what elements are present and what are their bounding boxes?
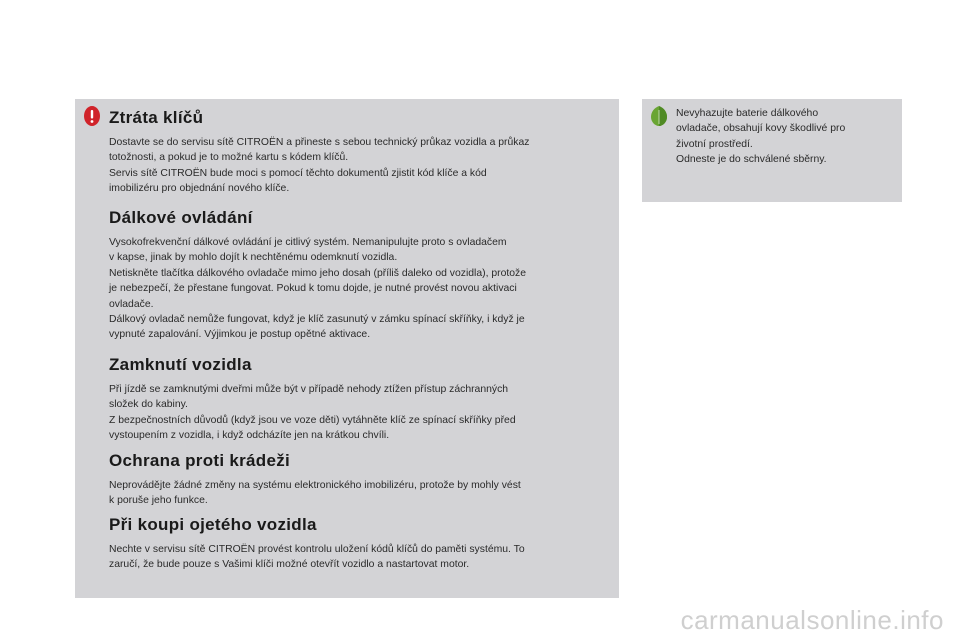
heading-lost-keys: Ztráta klíčů [109,108,204,127]
heading-remote-control: Dálkové ovládání [109,208,253,227]
paragraph-vehicle-locking: Při jízdě se zamknutými dveřmi může být v případě nehody ztížen přístup záchranných složek do kabiny. Z bezpečnostních důvodů (když jsou ve voze děti) vytáhněte klíč ze spínací skříňky před vystoupením z vozidla, i když odcházíte jen na krátkou chvíli. [109,384,516,442]
paragraph-lost-keys: Dostavte se do servisu sítě CITROËN a přineste s sebou technický průkaz vozidla a průkaz totožnosti, a pokud je to možné kartu s kódem klíčů. Servis sítě CITROËN bude moci s pomocí těchto dokumentů zjistit kód klíče a kód imobilizéru pro objednání nového klíče. [109,137,530,195]
environment-note-text: Nevyhazujte baterie dálkového ovladače, obsahují kovy škodlivé pro životní prostředí. Odneste je do schválené sběrny. [676,108,846,166]
section-remote-control [109,207,609,343]
environment-leaf-icon [651,106,667,126]
section-anti-theft [109,450,609,509]
paragraph-anti-theft: Neprovádějte žádné změny na systému elektronického imobilizéru, protože by mohly vést k poruše jeho funkce. [109,480,521,507]
heading-anti-theft: Ochrana proti krádeži [109,451,291,470]
watermark: carmanualsonline.info [680,605,944,635]
paragraph-remote-control: Vysokofrekvenční dálkové ovládání je citlivý systém. Nemanipulujte proto s ovladačem v kapse, jinak by mohlo dojít k nechtěnému odemknutí vozidla. Netiskněte tlačítka dálkového ovladače mimo jeho dosah (příliš daleko od vozidla), protože je nebezpečí, že přestane fungovat. Pokud k tomu dojde, je nutné provést novou aktivaci ovladače. Dálkový ovladač nemůže fungovat, když je klíč zasunutý v zámku spínací skříňky, i když je vypnuté zapalování. Výjimkou je postup opětné aktivace. [109,237,527,341]
section-lost-keys [109,107,609,197]
warning-icon [84,106,100,126]
section-used-vehicle [109,514,609,573]
paragraph-used-vehicle: Nechte v servisu sítě CITROËN provést kontrolu uložení kódů klíčů do paměti systému. To zaručí, že bude pouze s Vašimi klíči možné otevřít vozidlo a nastartovat motor. [109,544,525,571]
heading-vehicle-locking: Zamknutí vozidla [109,355,252,374]
heading-used-vehicle: Při koupi ojetého vozidla [109,515,317,534]
section-vehicle-locking [109,354,609,444]
